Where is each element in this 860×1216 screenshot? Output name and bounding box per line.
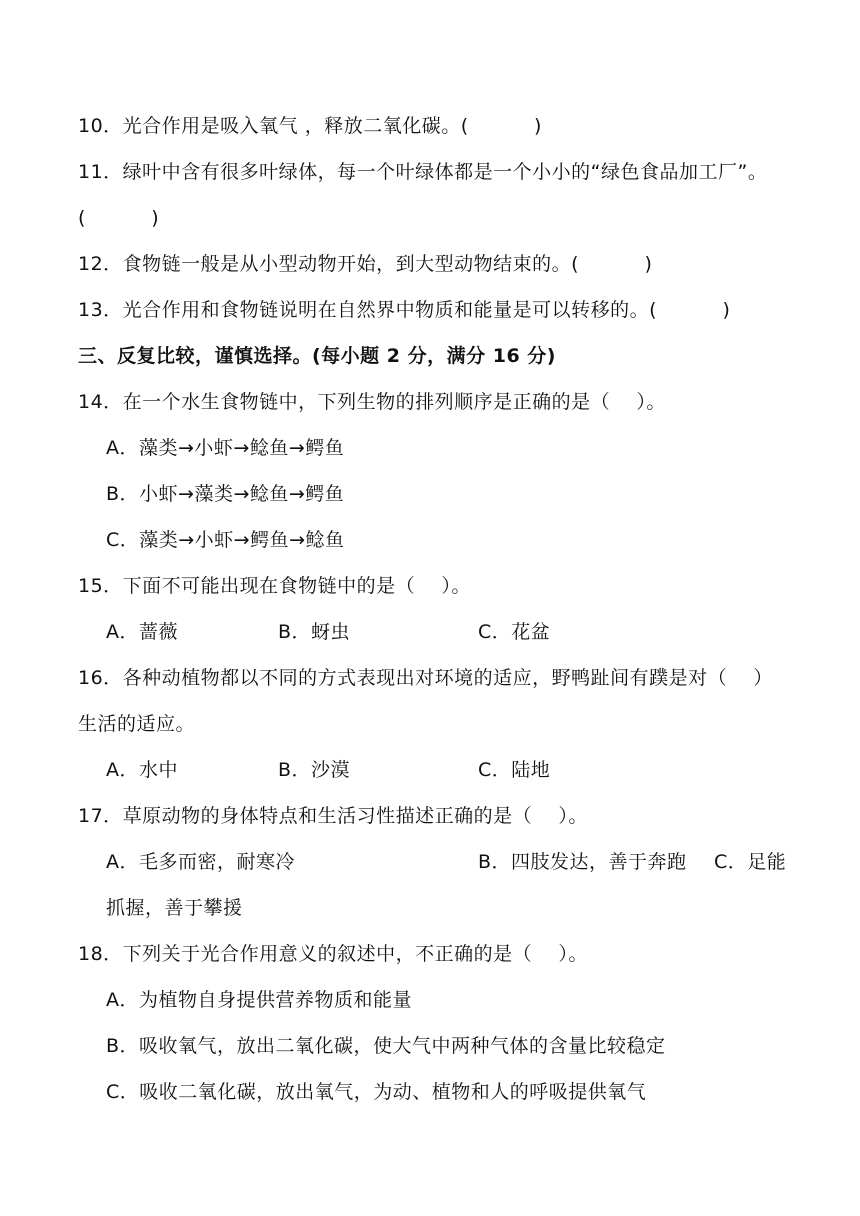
question-17: 17．草原动物的身体特点和生活习性描述正确的是（ ）。	[78, 805, 588, 827]
question-17-option-c: C．足能	[714, 851, 787, 873]
question-15-option-a: A．蔷薇	[106, 621, 178, 643]
question-10: 10．光合作用是吸入氧气 ，释放二氧化碳。( )	[78, 115, 542, 137]
question-17-option-c-continued: 抓握，善于攀援	[106, 897, 243, 919]
section-3-heading: 三、反复比较，谨慎选择。(每小题 2 分，满分 16 分)	[78, 345, 556, 367]
question-16-line1: 16．各种动植物都以不同的方式表现出对环境的适应，野鸭趾间有蹼是对（ ）	[78, 667, 773, 689]
question-11-line1: 11．绿叶中含有很多叶绿体，每一个叶绿体都是一个小小的“绿色食品加工厂”。	[78, 161, 768, 183]
question-16-option-c: C．陆地	[478, 759, 551, 781]
question-16-option-b: B．沙漠	[278, 759, 351, 781]
question-14-option-c: C．藻类→小虾→鳄鱼→鲶鱼	[106, 529, 345, 551]
question-14-option-b: B．小虾→藻类→鲶鱼→鳄鱼	[106, 483, 345, 505]
question-18: 18．下列关于光合作用意义的叙述中，不正确的是（ ）。	[78, 943, 588, 965]
question-14-option-a: A．藻类→小虾→鲶鱼→鳄鱼	[106, 437, 345, 459]
question-17-option-b: B．四肢发达，善于奔跑	[478, 851, 687, 873]
question-16-line2: 生活的适应。	[78, 713, 196, 735]
question-18-option-b: B．吸收氧气，放出二氧化碳，使大气中两种气体的含量比较稳定	[106, 1035, 666, 1057]
question-15-option-b: B．蚜虫	[278, 621, 351, 643]
question-18-option-a: A．为植物自身提供营养物质和能量	[106, 989, 412, 1011]
question-16-option-a: A．水中	[106, 759, 178, 781]
question-15: 15．下面不可能出现在食物链中的是（ ）。	[78, 575, 471, 597]
question-14: 14．在一个水生食物链中，下列生物的排列顺序是正确的是（ ）。	[78, 391, 666, 413]
question-18-option-c: C．吸收二氧化碳，放出氧气，为动、植物和人的呼吸提供氧气	[106, 1081, 647, 1103]
question-15-option-c: C．花盆	[478, 621, 551, 643]
question-12: 12．食物链一般是从小型动物开始，到大型动物结束的。( )	[78, 253, 653, 275]
question-13: 13．光合作用和食物链说明在自然界中物质和能量是可以转移的。( )	[78, 299, 731, 321]
question-11-line2: ( )	[78, 207, 160, 229]
question-17-option-a: A．毛多而密，耐寒冷	[106, 851, 295, 873]
